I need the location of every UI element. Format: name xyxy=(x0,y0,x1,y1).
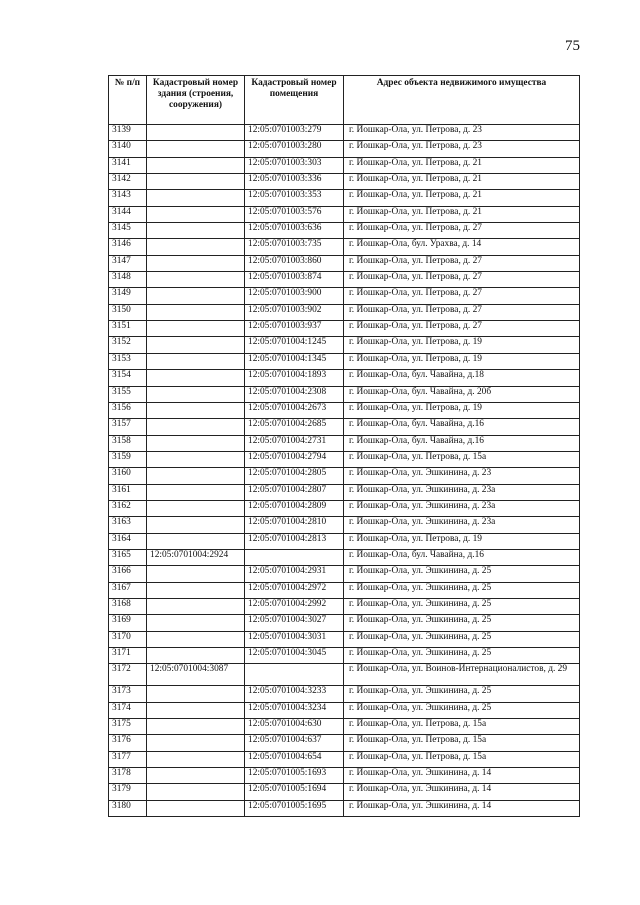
building-cadastral-number xyxy=(147,648,245,664)
building-cadastral-number xyxy=(147,402,245,418)
building-cadastral-number xyxy=(147,419,245,435)
premises-cadastral-number: 12:05:0701003:937 xyxy=(245,321,344,337)
premises-cadastral-number: 12:05:0701003:279 xyxy=(245,125,344,141)
premises-cadastral-number: 12:05:0701003:735 xyxy=(245,239,344,255)
building-cadastral-number xyxy=(147,255,245,271)
object-address: г. Йошкар-Ола, ул. Петрова, д. 19 xyxy=(344,533,580,549)
premises-cadastral-number: 12:05:0701003:636 xyxy=(245,223,344,239)
premises-cadastral-number: 12:05:0701004:1893 xyxy=(245,370,344,386)
header-building-cadastral: Кадастровый номер здания (строения, сооружения) xyxy=(147,76,245,125)
object-address: г. Йошкар-Ола, ул. Петрова, д. 21 xyxy=(344,157,580,173)
object-address: г. Йошкар-Ола, бул. Чавайна, д.16 xyxy=(344,419,580,435)
object-address: г. Йошкар-Ола, ул. Петрова, д. 27 xyxy=(344,288,580,304)
building-cadastral-number xyxy=(147,702,245,718)
row-number: 3172 xyxy=(109,664,147,686)
object-address: г. Йошкар-Ола, бул. Урахва, д. 14 xyxy=(344,239,580,255)
table-row xyxy=(109,435,580,451)
premises-cadastral-number: 12:05:0701004:2673 xyxy=(245,402,344,418)
row-number: 3177 xyxy=(109,751,147,767)
premises-cadastral-number: 12:05:0701004:630 xyxy=(245,719,344,735)
row-number: 3165 xyxy=(109,549,147,565)
row-number: 3171 xyxy=(109,648,147,664)
object-address: г. Йошкар-Ола, бул. Чавайна, д. 20б xyxy=(344,386,580,402)
building-cadastral-number xyxy=(147,582,245,598)
header-premises-cadastral: Кадастровый номер помещения xyxy=(245,76,344,125)
object-address: г. Йошкар-Ола, ул. Петрова, д. 19 xyxy=(344,402,580,418)
object-address: г. Йошкар-Ола, ул. Воинов-Интернационалистов, д. 29 xyxy=(344,664,580,686)
object-address: г. Йошкар-Ола, ул. Петрова, д. 15а xyxy=(344,735,580,751)
building-cadastral-number xyxy=(147,631,245,647)
premises-cadastral-number: 12:05:0701005:1694 xyxy=(245,784,344,800)
premises-cadastral-number: 12:05:0701004:3031 xyxy=(245,631,344,647)
table-row xyxy=(109,451,580,467)
premises-cadastral-number: 12:05:0701004:2992 xyxy=(245,598,344,614)
building-cadastral-number xyxy=(147,615,245,631)
table-row xyxy=(109,533,580,549)
row-number: 3170 xyxy=(109,631,147,647)
row-number: 3159 xyxy=(109,451,147,467)
premises-cadastral-number: 12:05:0701004:2809 xyxy=(245,500,344,516)
premises-cadastral-number: 12:05:0701004:3027 xyxy=(245,615,344,631)
building-cadastral-number xyxy=(147,484,245,500)
premises-cadastral-number: 12:05:0701003:860 xyxy=(245,255,344,271)
row-number: 3144 xyxy=(109,206,147,222)
table-body xyxy=(109,125,580,817)
building-cadastral-number xyxy=(147,517,245,533)
object-address: г. Йошкар-Ола, ул. Петрова, д. 27 xyxy=(344,223,580,239)
building-cadastral-number xyxy=(147,451,245,467)
object-address: г. Йошкар-Ола, ул. Эшкинина, д. 25 xyxy=(344,566,580,582)
building-cadastral-number xyxy=(147,800,245,816)
row-number: 3157 xyxy=(109,419,147,435)
building-cadastral-number xyxy=(147,719,245,735)
building-cadastral-number xyxy=(147,239,245,255)
object-address: г. Йошкар-Ола, ул. Петрова, д. 21 xyxy=(344,174,580,190)
building-cadastral-number xyxy=(147,141,245,157)
row-number: 3174 xyxy=(109,702,147,718)
row-number: 3164 xyxy=(109,533,147,549)
building-cadastral-number xyxy=(147,304,245,320)
premises-cadastral-number: 12:05:0701005:1695 xyxy=(245,800,344,816)
table-row xyxy=(109,582,580,598)
row-number: 3167 xyxy=(109,582,147,598)
table-row xyxy=(109,223,580,239)
premises-cadastral-number: 12:05:0701003:874 xyxy=(245,272,344,288)
building-cadastral-number xyxy=(147,435,245,451)
row-number: 3173 xyxy=(109,686,147,702)
premises-cadastral-number: 12:05:0701003:902 xyxy=(245,304,344,320)
premises-cadastral-number: 12:05:0701004:2813 xyxy=(245,533,344,549)
row-number: 3154 xyxy=(109,370,147,386)
property-registry-table xyxy=(108,75,580,817)
building-cadastral-number: 12:05:0701004:2924 xyxy=(147,549,245,565)
table-row xyxy=(109,255,580,271)
table-row xyxy=(109,386,580,402)
row-number: 3151 xyxy=(109,321,147,337)
table-row xyxy=(109,719,580,735)
premises-cadastral-number: 12:05:0701004:637 xyxy=(245,735,344,751)
row-number: 3145 xyxy=(109,223,147,239)
row-number: 3168 xyxy=(109,598,147,614)
object-address: г. Йошкар-Ола, ул. Петрова, д. 15а xyxy=(344,451,580,467)
object-address: г. Йошкар-Ола, ул. Эшкинина, д. 25 xyxy=(344,631,580,647)
object-address: г. Йошкар-Ола, ул. Эшкинина, д. 23а xyxy=(344,484,580,500)
premises-cadastral-number: 12:05:0701004:3045 xyxy=(245,648,344,664)
row-number: 3160 xyxy=(109,468,147,484)
building-cadastral-number xyxy=(147,533,245,549)
object-address: г. Йошкар-Ола, ул. Эшкинина, д. 25 xyxy=(344,686,580,702)
premises-cadastral-number: 12:05:0701004:2794 xyxy=(245,451,344,467)
row-number: 3162 xyxy=(109,500,147,516)
row-number: 3155 xyxy=(109,386,147,402)
building-cadastral-number xyxy=(147,386,245,402)
premises-cadastral-number: 12:05:0701003:336 xyxy=(245,174,344,190)
premises-cadastral-number: 12:05:0701004:654 xyxy=(245,751,344,767)
building-cadastral-number xyxy=(147,206,245,222)
table-row xyxy=(109,468,580,484)
object-address: г. Йошкар-Ола, ул. Эшкинина, д. 23 xyxy=(344,468,580,484)
row-number: 3148 xyxy=(109,272,147,288)
premises-cadastral-number xyxy=(245,664,344,686)
building-cadastral-number xyxy=(147,272,245,288)
table-row xyxy=(109,239,580,255)
building-cadastral-number xyxy=(147,190,245,206)
building-cadastral-number xyxy=(147,468,245,484)
row-number: 3163 xyxy=(109,517,147,533)
table-header xyxy=(109,76,580,125)
premises-cadastral-number: 12:05:0701004:2810 xyxy=(245,517,344,533)
premises-cadastral-number xyxy=(245,549,344,565)
row-number: 3152 xyxy=(109,337,147,353)
premises-cadastral-number: 12:05:0701005:1693 xyxy=(245,768,344,784)
object-address: г. Йошкар-Ола, ул. Петрова, д. 21 xyxy=(344,190,580,206)
row-number: 3149 xyxy=(109,288,147,304)
premises-cadastral-number: 12:05:0701004:2685 xyxy=(245,419,344,435)
premises-cadastral-number: 12:05:0701003:280 xyxy=(245,141,344,157)
object-address: г. Йошкар-Ола, бул. Чавайна, д.16 xyxy=(344,549,580,565)
table-row xyxy=(109,549,580,565)
building-cadastral-number xyxy=(147,566,245,582)
object-address: г. Йошкар-Ола, ул. Петрова, д. 27 xyxy=(344,304,580,320)
building-cadastral-number xyxy=(147,768,245,784)
premises-cadastral-number: 12:05:0701004:2308 xyxy=(245,386,344,402)
row-number: 3175 xyxy=(109,719,147,735)
table-row xyxy=(109,615,580,631)
premises-cadastral-number: 12:05:0701003:576 xyxy=(245,206,344,222)
building-cadastral-number xyxy=(147,784,245,800)
table-row xyxy=(109,768,580,784)
building-cadastral-number xyxy=(147,500,245,516)
building-cadastral-number xyxy=(147,370,245,386)
table-row xyxy=(109,190,580,206)
object-address: г. Йошкар-Ола, ул. Петрова, д. 19 xyxy=(344,337,580,353)
header-address: Адрес объекта недвижимого имущества xyxy=(344,76,580,125)
row-number: 3180 xyxy=(109,800,147,816)
table-row xyxy=(109,648,580,664)
table-row xyxy=(109,735,580,751)
premises-cadastral-number: 12:05:0701004:1345 xyxy=(245,353,344,369)
table-row xyxy=(109,370,580,386)
table-row xyxy=(109,288,580,304)
row-number: 3156 xyxy=(109,402,147,418)
row-number: 3179 xyxy=(109,784,147,800)
table-row xyxy=(109,402,580,418)
page-number: 75 xyxy=(565,38,580,54)
building-cadastral-number xyxy=(147,125,245,141)
table-row xyxy=(109,566,580,582)
object-address: г. Йошкар-Ола, ул. Петрова, д. 21 xyxy=(344,206,580,222)
row-number: 3141 xyxy=(109,157,147,173)
object-address: г. Йошкар-Ола, ул. Эшкинина, д. 14 xyxy=(344,768,580,784)
table-row xyxy=(109,631,580,647)
table-row xyxy=(109,419,580,435)
table-row xyxy=(109,206,580,222)
object-address: г. Йошкар-Ола, ул. Эшкинина, д. 25 xyxy=(344,648,580,664)
row-number: 3169 xyxy=(109,615,147,631)
table-row xyxy=(109,157,580,173)
building-cadastral-number xyxy=(147,337,245,353)
object-address: г. Йошкар-Ола, ул. Эшкинина, д. 14 xyxy=(344,800,580,816)
building-cadastral-number xyxy=(147,353,245,369)
row-number: 3147 xyxy=(109,255,147,271)
building-cadastral-number xyxy=(147,288,245,304)
header-row xyxy=(109,76,580,125)
row-number: 3140 xyxy=(109,141,147,157)
building-cadastral-number xyxy=(147,223,245,239)
object-address: г. Йошкар-Ола, бул. Чавайна, д.18 xyxy=(344,370,580,386)
object-address: г. Йошкар-Ола, ул. Петрова, д. 19 xyxy=(344,353,580,369)
table-row xyxy=(109,353,580,369)
object-address: г. Йошкар-Ола, ул. Эшкинина, д. 14 xyxy=(344,784,580,800)
premises-cadastral-number: 12:05:0701003:900 xyxy=(245,288,344,304)
row-number: 3178 xyxy=(109,768,147,784)
table-row xyxy=(109,125,580,141)
row-number: 3143 xyxy=(109,190,147,206)
object-address: г. Йошкар-Ола, ул. Петрова, д. 15а xyxy=(344,719,580,735)
object-address: г. Йошкар-Ола, ул. Эшкинина, д. 25 xyxy=(344,582,580,598)
table-row xyxy=(109,500,580,516)
building-cadastral-number xyxy=(147,751,245,767)
premises-cadastral-number: 12:05:0701004:3234 xyxy=(245,702,344,718)
header-number: № п/п xyxy=(109,76,147,125)
object-address: г. Йошкар-Ола, ул. Эшкинина, д. 25 xyxy=(344,598,580,614)
premises-cadastral-number: 12:05:0701004:2972 xyxy=(245,582,344,598)
building-cadastral-number xyxy=(147,321,245,337)
table-row xyxy=(109,321,580,337)
building-cadastral-number xyxy=(147,686,245,702)
premises-cadastral-number: 12:05:0701004:2805 xyxy=(245,468,344,484)
object-address: г. Йошкар-Ола, ул. Эшкинина, д. 23а xyxy=(344,500,580,516)
object-address: г. Йошкар-Ола, ул. Эшкинина, д. 25 xyxy=(344,615,580,631)
object-address: г. Йошкар-Ола, бул. Чавайна, д.16 xyxy=(344,435,580,451)
table-row xyxy=(109,272,580,288)
premises-cadastral-number: 12:05:0701003:303 xyxy=(245,157,344,173)
row-number: 3161 xyxy=(109,484,147,500)
row-number: 3150 xyxy=(109,304,147,320)
table-row xyxy=(109,751,580,767)
object-address: г. Йошкар-Ола, ул. Эшкинина, д. 23а xyxy=(344,517,580,533)
building-cadastral-number: 12:05:0701004:3087 xyxy=(147,664,245,686)
table-row xyxy=(109,304,580,320)
object-address: г. Йошкар-Ола, ул. Эшкинина, д. 25 xyxy=(344,702,580,718)
table-row xyxy=(109,598,580,614)
table-row xyxy=(109,517,580,533)
row-number: 3153 xyxy=(109,353,147,369)
table-row xyxy=(109,484,580,500)
premises-cadastral-number: 12:05:0701003:353 xyxy=(245,190,344,206)
table-row xyxy=(109,337,580,353)
premises-cadastral-number: 12:05:0701004:2931 xyxy=(245,566,344,582)
table-row xyxy=(109,702,580,718)
row-number: 3176 xyxy=(109,735,147,751)
table-row xyxy=(109,664,580,686)
building-cadastral-number xyxy=(147,735,245,751)
object-address: г. Йошкар-Ола, ул. Петрова, д. 27 xyxy=(344,321,580,337)
premises-cadastral-number: 12:05:0701004:3233 xyxy=(245,686,344,702)
object-address: г. Йошкар-Ола, ул. Петрова, д. 27 xyxy=(344,272,580,288)
row-number: 3146 xyxy=(109,239,147,255)
premises-cadastral-number: 12:05:0701004:2807 xyxy=(245,484,344,500)
row-number: 3142 xyxy=(109,174,147,190)
building-cadastral-number xyxy=(147,174,245,190)
table-row xyxy=(109,784,580,800)
table-row xyxy=(109,800,580,816)
row-number: 3166 xyxy=(109,566,147,582)
object-address: г. Йошкар-Ола, ул. Петрова, д. 23 xyxy=(344,125,580,141)
table-row xyxy=(109,686,580,702)
table-row xyxy=(109,141,580,157)
object-address: г. Йошкар-Ола, ул. Петрова, д. 15а xyxy=(344,751,580,767)
row-number: 3158 xyxy=(109,435,147,451)
row-number: 3139 xyxy=(109,125,147,141)
premises-cadastral-number: 12:05:0701004:1245 xyxy=(245,337,344,353)
building-cadastral-number xyxy=(147,157,245,173)
object-address: г. Йошкар-Ола, ул. Петрова, д. 27 xyxy=(344,255,580,271)
building-cadastral-number xyxy=(147,598,245,614)
table-row xyxy=(109,174,580,190)
premises-cadastral-number: 12:05:0701004:2731 xyxy=(245,435,344,451)
object-address: г. Йошкар-Ола, ул. Петрова, д. 23 xyxy=(344,141,580,157)
